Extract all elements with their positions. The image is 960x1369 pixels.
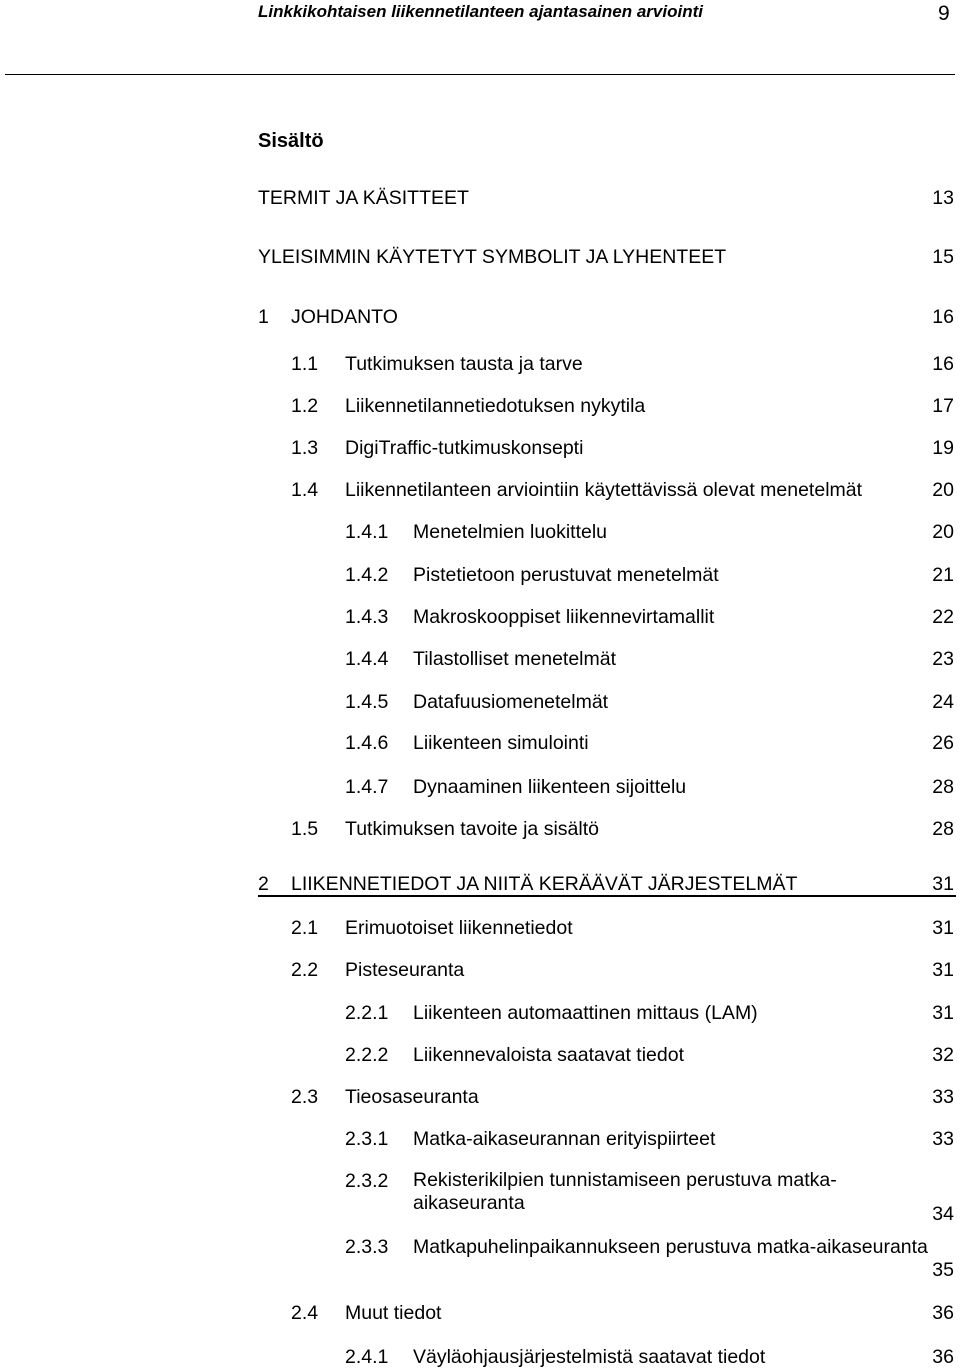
toc-entry-title: Liikenteen simulointi	[413, 732, 589, 754]
toc-entry-page: 31	[932, 959, 954, 981]
toc-entry-title: JOHDANTO	[291, 306, 398, 328]
toc-entry-title: Liikenteen automaattinen mittaus (LAM)	[413, 1002, 758, 1024]
toc-entry-page: 28	[932, 818, 954, 840]
toc-entry-number: 1.4.4	[345, 648, 389, 670]
toc-entry-number: 2.2.1	[345, 1002, 389, 1024]
toc-heading: Sisältö	[258, 130, 324, 152]
toc-entry-title: Matka-aikaseurannan erityispiirteet	[413, 1128, 716, 1150]
toc-entry-page: 21	[932, 564, 954, 586]
toc-entry-page: 16	[932, 306, 954, 328]
toc-entry-title: Erimuotoiset liikennetiedot	[345, 917, 573, 939]
toc-entry-number: 1.4.6	[345, 732, 389, 754]
toc-entry-title: YLEISIMMIN KÄYTETYT SYMBOLIT JA LYHENTEET	[258, 246, 727, 268]
toc-entry-number: 1.4.5	[345, 691, 389, 713]
toc-entry-page: 23	[932, 648, 954, 670]
toc-entry-number: 1.4	[291, 479, 319, 501]
toc-entry-page: 19	[932, 437, 954, 459]
toc-entry-number: 1.5	[291, 818, 319, 840]
toc-entry-page: 24	[932, 691, 954, 713]
toc-entry-page: 31	[932, 917, 954, 939]
toc-entry-page: 34	[932, 1203, 954, 1225]
toc-entry-title: Makroskooppiset liikennevirtamallit	[413, 606, 715, 628]
toc-entry-page: 32	[932, 1044, 954, 1066]
toc-entry-page: 33	[932, 1128, 954, 1150]
toc-entry-title: Datafuusiomenetelmät	[413, 691, 609, 713]
toc-entry-number: 2.2	[291, 959, 319, 981]
toc-entry-number: 2.3.3	[345, 1236, 389, 1258]
header-divider	[5, 74, 955, 75]
toc-entry-title: Muut tiedot	[345, 1302, 442, 1324]
page-number: 9	[938, 2, 950, 25]
toc-entry-page: 33	[932, 1086, 954, 1108]
toc-entry-page: 26	[932, 732, 954, 754]
toc-entry-title: Liikennetilannetiedotuksen nykytila	[345, 395, 646, 417]
toc-entry-page: 31	[932, 873, 954, 895]
toc-entry-number: 2.2.2	[345, 1044, 389, 1066]
toc-entry-title: Liikennetilanteen arviointiin käytettävissä olevat menetelmät	[345, 479, 863, 501]
toc-entry-number: 1	[258, 306, 269, 328]
toc-entry-number: 1.4.7	[345, 776, 389, 798]
toc-entry-title: LIIKENNETIEDOT JA NIITÄ KERÄÄVÄT JÄRJESTELMÄT	[291, 873, 798, 895]
toc-entry-page: 20	[932, 479, 954, 501]
toc-entry-number: 2.4.1	[345, 1346, 389, 1368]
toc-entry-title: Matkapuhelinpaikannukseen perustuva matka-aikaseuranta	[413, 1236, 928, 1258]
toc-entry-title: Pistetietoon perustuvat menetelmät	[413, 564, 719, 586]
toc-entry-page: 15	[932, 246, 954, 268]
toc-entry-page: 28	[932, 776, 954, 798]
toc-entry-number: 2.1	[291, 917, 319, 939]
toc-entry-title: Liikennevaloista saatavat tiedot	[413, 1044, 685, 1066]
toc-entry-number: 2	[258, 873, 269, 895]
toc-entry-number: 1.4.3	[345, 606, 389, 628]
toc-entry-page: 17	[932, 395, 954, 417]
toc-entry-number: 2.3.2	[345, 1170, 389, 1192]
toc-entry-number: 1.4.2	[345, 564, 389, 586]
toc-entry-number: 1.4.1	[345, 521, 389, 543]
toc-entry-number: 1.3	[291, 437, 319, 459]
toc-entry-page: 36	[932, 1346, 954, 1368]
toc-entry-title: Rekisterikilpien tunnistamiseen perustuva matka-aikaseuranta	[413, 1169, 837, 1214]
toc-entry-page: 20	[932, 521, 954, 543]
toc-entry-page: 36	[932, 1302, 954, 1324]
toc-entry-title: Menetelmien luokittelu	[413, 521, 608, 543]
toc-entry-page: 35	[932, 1259, 954, 1281]
toc-entry-page: 31	[932, 1002, 954, 1024]
chapter-underline	[258, 895, 956, 897]
toc-entry-title: Dynaaminen liikenteen sijoittelu	[413, 776, 687, 798]
toc-entry-title: DigiTraffic-tutkimuskonsepti	[345, 437, 584, 459]
toc-entry-title: Tutkimuksen tausta ja tarve	[345, 353, 583, 375]
toc-entry-page: 16	[932, 353, 954, 375]
toc-entry-number: 2.4	[291, 1302, 319, 1324]
toc-entry-title: Tutkimuksen tavoite ja sisältö	[345, 818, 599, 840]
toc-entry-number: 2.3	[291, 1086, 319, 1108]
toc-entry-number: 2.3.1	[345, 1128, 389, 1150]
toc-entry-number: 1.2	[291, 395, 319, 417]
toc-entry-title: Tilastolliset menetelmät	[413, 648, 617, 670]
toc-entry-title: Tieosaseuranta	[345, 1086, 479, 1108]
toc-entry-number: 1.1	[291, 353, 319, 375]
toc-entry-page: 22	[932, 606, 954, 628]
toc-entry-title: Väyläohjausjärjestelmistä saatavat tiedot	[413, 1346, 766, 1368]
running-header-title: Linkkikohtaisen liikennetilanteen ajantasainen arviointi	[258, 2, 703, 21]
toc-entry-page: 13	[932, 187, 954, 209]
toc-entry-title: Pisteseuranta	[345, 959, 465, 981]
toc-entry-title: TERMIT JA KÄSITTEET	[258, 187, 469, 209]
